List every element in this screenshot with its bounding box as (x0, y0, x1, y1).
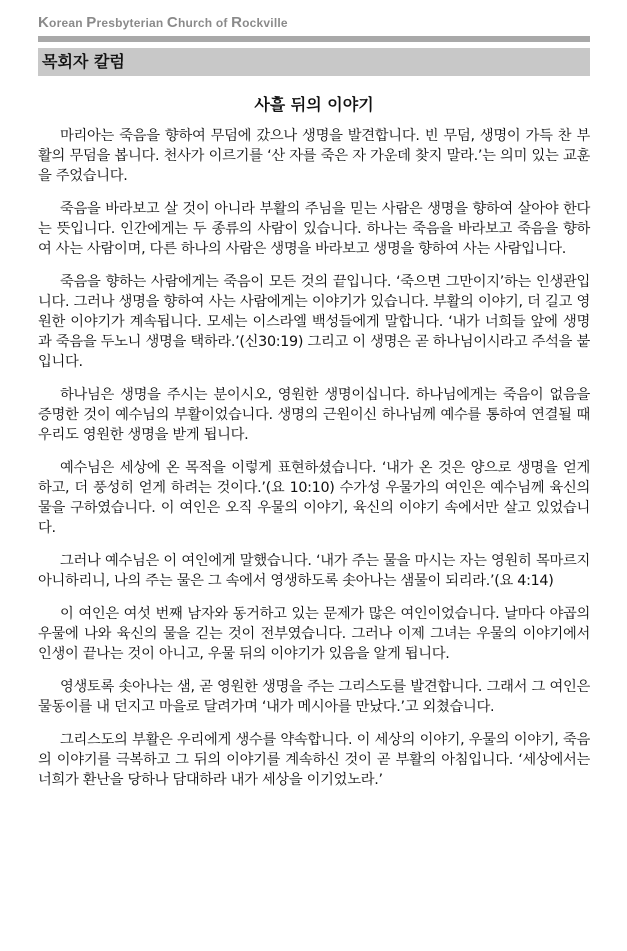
paragraph: 하나님은 생명을 주시는 분이시오, 영원한 생명이십니다. 하나님에게는 죽음이 없음을 증명한 것이 예수님의 부활이었습니다. 생명의 근원이신 하나님께 예수를 통하여 연결될 때 우리도 영원한 생명을 받게 됩니다. (38, 387, 590, 443)
paragraph: 죽음을 바라보고 살 것이 아니라 부활의 주님을 믿는 사람은 생명을 향하여 살아야 한다는 뜻입니다. 인간에게는 두 종류의 사람이 있습니다. 하나는 죽음을 바라보고 죽음을 향하여 사는 사람이며, 다른 하나의 사람은 생명을 바라보고 생명을 향하여 사는 사람입니다. (38, 201, 590, 257)
header-rule (38, 36, 590, 42)
paragraph: 예수님은 세상에 온 목적을 이렇게 표현하셨습니다. ‘내가 온 것은 양으로 생명을 얻게 하고, 더 풍성히 얻게 하려는 것이다.’(요 10:10) 수가성 우물가의 여인은 예수님께 육신의 물을 구하였습니다. 이 여인은 오직 우물의 이야기, 육신의 이야기 속에서만 살고 있었습니다. (38, 460, 590, 536)
church-name-part: ockville (242, 16, 288, 30)
church-name-cap: P (86, 14, 97, 31)
article-title: 사흘 뒤의 이야기 (254, 95, 374, 114)
church-name-cap: C (166, 14, 178, 31)
page-header (38, 14, 590, 76)
paragraph: 그리스도의 부활은 우리에게 생수를 약속합니다. 이 세상의 이야기, 우물의 이야기, 죽음의 이야기를 극복하고 그 뒤의 이야기를 계속하신 것이 곧 부활의 아침입니다. ‘세상에서는 너희가 환난을 당하나 담대하라 내가 세상을 이기었노라.’ (38, 732, 590, 788)
paragraph: 이 여인은 여섯 번째 남자와 동거하고 있는 문제가 많은 여인이었습니다. 날마다 야곱의 우물에 나와 육신의 물을 긷는 것이 전부였습니다. 그러나 이제 그녀는 우물의 이야기에서 인생이 끝나는 것이 아니고, 우물 뒤의 이야기가 있음을 알게 됩니다. (38, 606, 590, 662)
paragraph: 마리아는 죽음을 향하여 무덤에 갔으나 생명을 발견합니다. 빈 무덤, 생명이 가득 찬 부활의 무덤을 봅니다. 천사가 이르기를 ‘산 자를 죽은 자 가운데 찾지 말라.’는 의미 있는 교훈을 주었습니다. (38, 128, 590, 184)
paragraph: 영생토록 솟아나는 샘, 곧 영원한 생명을 주는 그리스도를 발견합니다. 그래서 그 여인은 물동이를 내 던지고 마을로 달려가며 ‘내가 메시아를 만났다.’고 외쳤습니다. (38, 679, 590, 715)
paragraph: 그러나 예수님은 이 여인에게 말했습니다. ‘내가 주는 물을 마시는 자는 영원히 목마르지 아니하리니, 나의 주는 물은 그 속에서 영생하도록 솟아나는 샘물이 되리라.’(요 4:14) (38, 553, 590, 589)
church-name-part: hurch of (177, 16, 232, 30)
article-body (38, 126, 590, 803)
section-title: 목회자 칼럼 (42, 52, 125, 71)
church-name-cap: R (231, 14, 243, 31)
paragraph: 죽음을 향하는 사람에게는 죽음이 모든 것의 끝입니다. ‘죽으면 그만이지’하는 인생관입니다. 그러나 생명을 향하여 사는 사람에게는 이야기가 있습니다. 부활의 이야기, 더 길고 영원한 이야기가 계속됩니다. 모세는 이스라엘 백성들에게 말합니다. ‘내가 너희들 앞에 생명과 죽음을 두노니 생명을 택하라.’(신30:19) 그리고 이 생명은 곧 하나님이시라고 주석을 붙입니다. (38, 274, 590, 370)
church-name-cap: K (38, 14, 50, 31)
church-name-part: resbyterian (96, 16, 167, 30)
church-name-part: orean (49, 16, 87, 30)
church-name (38, 14, 590, 32)
section-bar (38, 48, 590, 76)
